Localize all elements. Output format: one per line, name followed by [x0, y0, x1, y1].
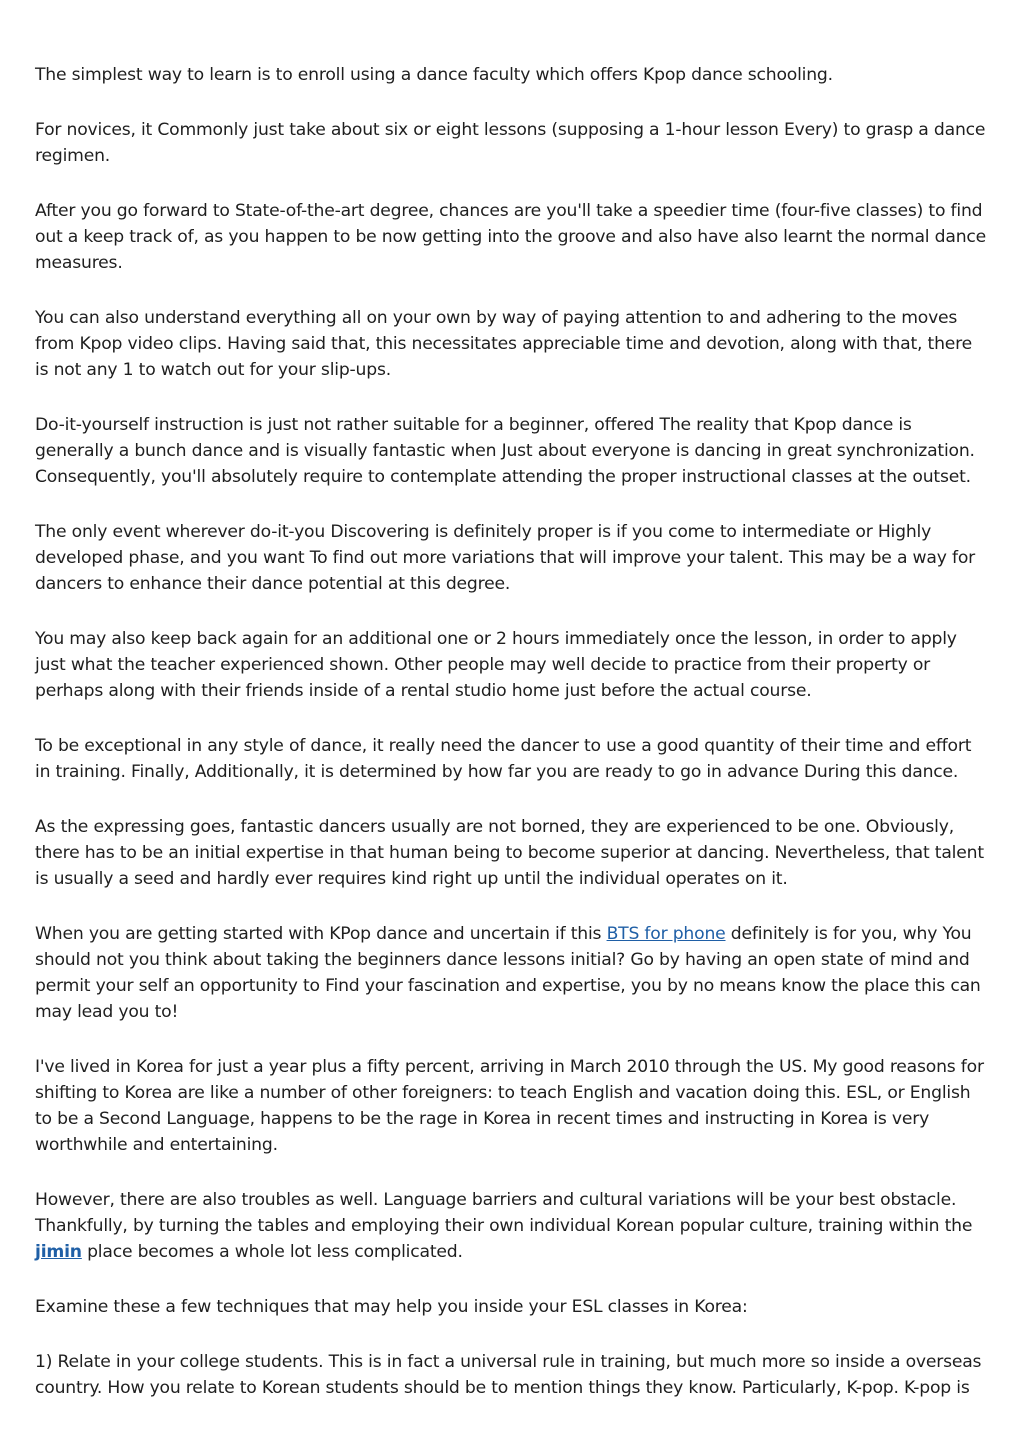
paragraph-12 [35, 1187, 990, 1265]
bts-for-phone-link[interactable]: BTS for phone [606, 924, 726, 944]
paragraph-12-after: place becomes a whole lot less complicated. [81, 1242, 463, 1262]
paragraph-14: 1) Relate in your college students. This is in fact a universal rule in training, but much more so inside a overseas country. How you relate to Korean students should be to mention things they know. Particularly, K-pop. K-pop is [35, 1352, 982, 1398]
paragraph-3: After you go forward to State-of-the-art degree, chances are you'll take a speedier time (four-five classes) to find out a keep track of, as you happen to be now getting into the groove and also have also learnt the normal dance measures. [35, 201, 987, 273]
paragraph-10-before: When you are getting started with KPop dance and uncertain if this [35, 924, 607, 944]
paragraph-10-after: definitely is for you, why You should not you think about taking the beginners dance lessons initial? Go by having an open state of mind and permit your self an opportunity to Find your fascination and expertise, you by no means know the place this can may lead you to! [35, 924, 981, 1022]
paragraph-6: The only event wherever do-it-you Discovering is definitely proper is if you come to intermediate or Highly developed phase, and you want To find out more variations that will improve your talent. This may be a way for dancers to enhance their dance potential at this degree. [35, 522, 976, 594]
paragraph-12-before: However, there are also troubles as well. Language barriers and cultural variations will be your best obstacle. Thankfully, by turning the tables and employing their own individual Korean popular culture, training within the [35, 1190, 973, 1236]
paragraph-9: As the expressing goes, fantastic dancers usually are not borned, they are experienced to be one. Obviously, there has to be an initial expertise in that human being to become superior at dancing. Nevertheless, that talent is usually a seed and hardly ever requires kind right up until the individual operates on it. [35, 817, 984, 889]
paragraph-10 [35, 921, 990, 1025]
paragraph-5: Do-it-yourself instruction is just not rather suitable for a beginner, offered The reality that Kpop dance is generally a bunch dance and is visually fantastic when Just about everyone is dancing in great synchronization. Consequently, you'll absolutely require to contemplate attending the proper instructional classes at the outset. [35, 415, 975, 487]
paragraph-13: Examine these a few techniques that may help you inside your ESL classes in Korea: [35, 1297, 748, 1317]
document-body [35, 62, 990, 1430]
paragraph-2: For novices, it Commonly just take about six or eight lessons (supposing a 1-hour lesson Every) to grasp a dance regimen. [35, 120, 986, 166]
paragraph-4: You can also understand everything all on your own by way of paying attention to and adhering to the moves from Kpop video clips. Having said that, this necessitates appreciable time and devotion, along with that, there is not any 1 to watch out for your slip-ups. [35, 308, 973, 380]
paragraph-1: The simplest way to learn is to enroll using a dance faculty which offers Kpop dance schooling. [35, 65, 833, 85]
paragraph-8: To be exceptional in any style of dance, it really need the dancer to use a good quantity of their time and effort in training. Finally, Additionally, it is determined by how far you are ready to go in advance During this dance. [35, 736, 972, 782]
jimin-link[interactable]: jimin [35, 1242, 82, 1262]
paragraph-11: I've lived in Korea for just a year plus a fifty percent, arriving in March 2010 through the US. My good reasons for shifting to Korea are like a number of other foreigners: to teach English and vacation doing this. ESL, or English to be a Second Language, happens to be the rage in Korea in recent times and instructing in Korea is very worthwhile and entertaining. [35, 1057, 984, 1155]
paragraph-7: You may also keep back again for an additional one or 2 hours immediately once the lesson, in order to apply just what the teacher experienced shown. Other people may well decide to practice from their property or perhaps along with their friends inside of a rental studio home just before the actual course. [35, 629, 957, 701]
